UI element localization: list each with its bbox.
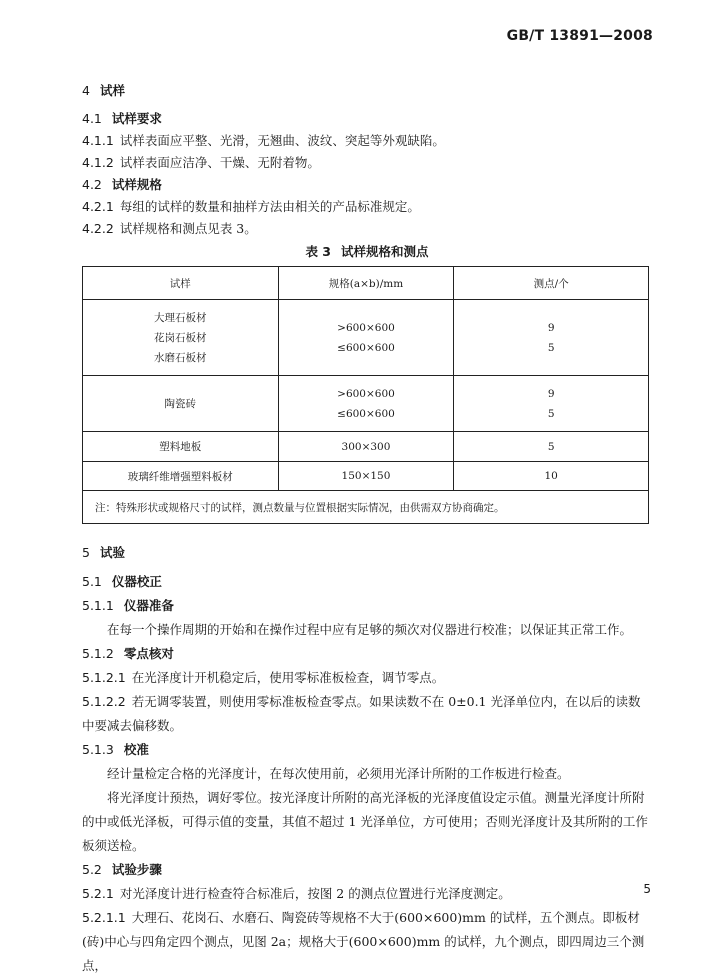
section-5-1-3-heading: 5.1.3 校准 xyxy=(82,742,149,757)
document-body xyxy=(82,80,652,978)
clause-5-1-2-2: 5.1.2.2 若无调零装置，则使用零标准板检查零点。如果读数不在 0±0.1 光泽单位内，在以后的读数中要减去偏移数。 xyxy=(82,694,641,733)
table-cell: 塑料地板 xyxy=(83,432,279,462)
table-cell: 大理石板材 花岗石板材 水磨石板材 xyxy=(83,300,279,376)
table-row xyxy=(83,376,649,432)
section-5-1-heading: 5.1 仪器校正 xyxy=(82,574,162,589)
page-number: 5 xyxy=(643,882,651,896)
table-cell: 10 xyxy=(454,462,649,491)
clause-5-2-1: 5.2.1 对光泽度计进行检查符合标准后，按图 2 的测点位置进行光泽度测定。 xyxy=(82,886,511,901)
table-cell: 150×150 xyxy=(278,462,454,491)
clause-4-2-1: 4.2.1 每组的试样的数量和抽样方法由相关的产品标准规定。 xyxy=(82,199,420,214)
table-3-title: 表 3 试样规格和测点 xyxy=(305,244,429,259)
clause-5-1-2-1: 5.1.2.1 在光泽度计开机稳定后，使用零标准板检查，调节零点。 xyxy=(82,670,445,685)
table-row xyxy=(83,462,649,491)
column-header: 测点/个 xyxy=(454,267,649,300)
table-cell: 300×300 xyxy=(278,432,454,462)
clause-4-1-2: 4.1.2 试样表面应洁净、干燥、无附着物。 xyxy=(82,155,320,170)
table-cell: 5 xyxy=(454,432,649,462)
clause-4-1-1: 4.1.1 试样表面应平整、光滑，无翘曲、波纹、突起等外观缺陷。 xyxy=(82,133,445,148)
section-5-1-2-heading: 5.1.2 零点核对 xyxy=(82,646,174,661)
table-note: 注：特殊形状或规格尺寸的试样，测点数量与位置根据实际情况，由供需双方协商确定。 xyxy=(83,491,649,524)
table-cell: 9 5 xyxy=(454,300,649,376)
section-4-heading: 4 试样 xyxy=(82,83,125,98)
section-5-2-heading: 5.2 试验步骤 xyxy=(82,862,162,877)
table-cell: 9 5 xyxy=(454,376,649,432)
table-row xyxy=(83,300,649,376)
column-header: 规格(a×b)/mm xyxy=(278,267,454,300)
section-5-heading: 5 试验 xyxy=(82,545,125,560)
section-5-1-1-heading: 5.1.1 仪器准备 xyxy=(82,598,174,613)
paragraph-calibration-2: 将光泽度计预热，调好零位。按光泽度计所附的高光泽板的光泽度值设定示值。测量光泽度计所附的中或低光泽板，可得示值的变量，其值不超过 1 光泽单位，方可使用；否则光泽度计及其所附的工作板须送检。 xyxy=(82,790,648,853)
paragraph-instrument-prep: 在每一个操作周期的开始和在操作过程中应有足够的频次对仪器进行校准；以保证其正常工作。 xyxy=(107,622,633,637)
table-note-row xyxy=(83,491,649,524)
standard-code: GB/T 13891—2008 xyxy=(506,28,653,44)
table-row xyxy=(83,432,649,462)
clause-4-2-2: 4.2.2 试样规格和测点见表 3。 xyxy=(82,221,257,236)
clause-5-2-1-1: 5.2.1.1 大理石、花岗石、水磨石、陶瓷砖等规格不大于(600×600)mm 的试样，五个测点。即板材(砖)中心与四角定四个测点，见图 2a；规格大于(600×600)mm 的试样，九个测点，即四周边三个测点， xyxy=(82,910,645,973)
table-cell: 玻璃纤维增强塑料板材 xyxy=(83,462,279,491)
table-cell: >600×600 ≤600×600 xyxy=(278,376,454,432)
section-4-2-heading: 4.2 试样规格 xyxy=(82,177,162,192)
table-3 xyxy=(82,266,649,524)
column-header: 试样 xyxy=(83,267,279,300)
paragraph-calibration-1: 经计量检定合格的光泽度计，在每次使用前，必须用光泽计所附的工作板进行检查。 xyxy=(107,766,570,781)
section-4-1-heading: 4.1 试样要求 xyxy=(82,111,162,126)
table-cell: >600×600 ≤600×600 xyxy=(278,300,454,376)
table-header-row xyxy=(83,267,649,300)
table-cell: 陶瓷砖 xyxy=(83,376,279,432)
